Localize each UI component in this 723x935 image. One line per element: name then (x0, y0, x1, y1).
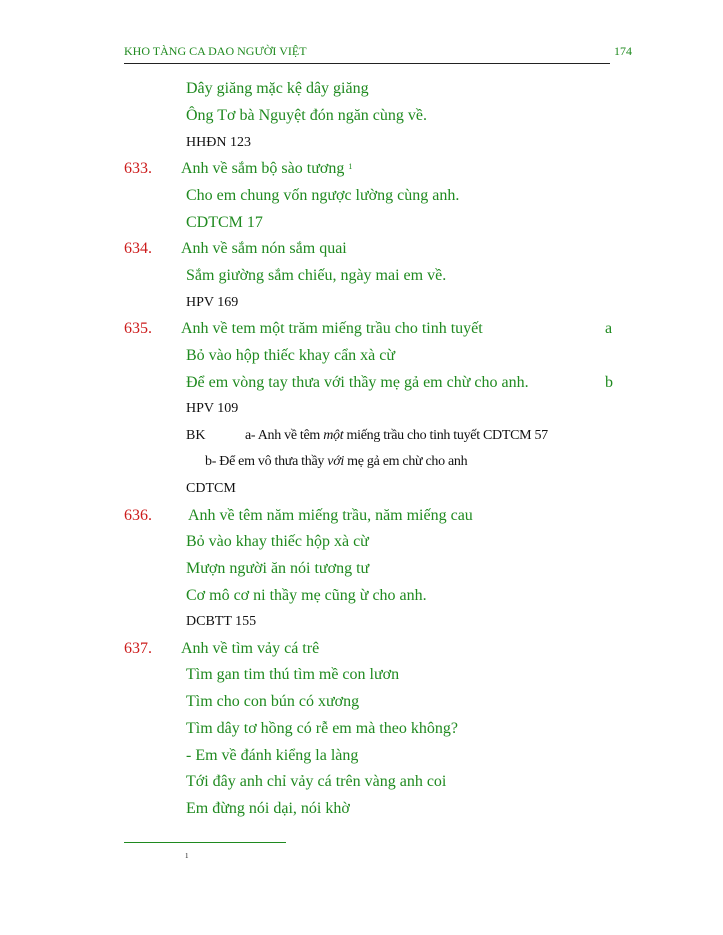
verse-line-first: Anh về sắm nón sắm quai (181, 240, 347, 257)
source-citation: DCBTT 155 (186, 614, 257, 629)
verse-line-first (181, 159, 352, 179)
source-citation: CDTCM (186, 481, 236, 496)
entry-number: 636. (124, 507, 152, 524)
header-rule (124, 63, 610, 64)
source-citation: HHĐN 123 (186, 135, 251, 150)
verse-line: Em đừng nói dại, nói khờ (186, 800, 350, 817)
source-citation: HPV 109 (186, 401, 239, 416)
source-citation: CDTCM 17 (186, 214, 263, 231)
verse-line: Cơ mô cơ ni thầy mẹ cũng ừ cho anh. (186, 587, 427, 604)
source-citation: HPV 169 (186, 295, 239, 310)
variant-mark: b (605, 374, 613, 391)
footnote-mark: 1 (185, 852, 189, 860)
verse-line-first: Anh về tem một trăm miếng trầu cho tinh tuyết (181, 320, 483, 337)
footnote-rule (124, 842, 286, 843)
bk-text: miếng trầu cho tinh tuyết CDTCM 57 (343, 428, 548, 443)
verse-line: Cho em chung vốn ngược lường cùng anh. (186, 187, 460, 204)
running-header-title: KHO TÀNG CA DAO NGƯỜI VIỆT (124, 44, 307, 58)
bk-text: mẹ gả em chừ cho anh (343, 454, 468, 469)
verse-line-first: Anh về tìm vảy cá trê (181, 640, 320, 657)
verse-line: Ông Tơ bà Nguyệt đón ngăn cùng về. (186, 107, 428, 124)
page-number: 174 (614, 44, 632, 58)
verse-line: Dây giăng mặc kệ dây giăng (186, 80, 369, 97)
verse-line: Sắm giường sắm chiếu, ngày mai em về. (186, 267, 447, 284)
verse-line: Tìm gan tim thú tìm mề con lươn (186, 666, 400, 683)
entry-number: 633. (124, 160, 152, 177)
verse-line: Bỏ vào hộp thiếc khay cẩn xà cừ (186, 347, 396, 364)
verse-line: Tìm cho con bún có xương (186, 693, 360, 710)
bk-emphasis: với (327, 454, 344, 469)
verse-line: Mượn người ăn nói tương tư (186, 560, 370, 577)
entry-number: 634. (124, 240, 152, 257)
verse-line-first: Anh về têm năm miếng trầu, năm miếng cau (188, 507, 473, 524)
bk-text: b- Để em vô thưa thầy (205, 454, 328, 469)
bk-text: a- Anh về têm (245, 428, 324, 443)
entry-number: 637. (124, 640, 152, 657)
bk-variant-b (205, 453, 467, 471)
entry-number: 635. (124, 320, 152, 337)
bk-emphasis: một (323, 428, 344, 443)
verse-line: Tìm dây tơ hồng có rễ em mà theo không? (186, 720, 458, 737)
variant-mark: a (605, 320, 613, 337)
verse-line: Bỏ vào khay thiếc hộp xà cừ (186, 533, 369, 550)
footnote-reference[interactable]: 1 (348, 162, 353, 171)
verse-line: - Em về đánh kiểng la làng (186, 747, 359, 764)
bk-label: BK (186, 428, 206, 443)
bk-variant-a (245, 427, 548, 445)
verse-text: Anh về sắm bộ sào tương (181, 160, 345, 177)
verse-line: Tới đây anh chỉ vảy cá trên vàng anh coi (186, 773, 447, 790)
verse-line: Để em vòng tay thưa với thầy mẹ gả em chừ cho anh. (186, 374, 529, 391)
